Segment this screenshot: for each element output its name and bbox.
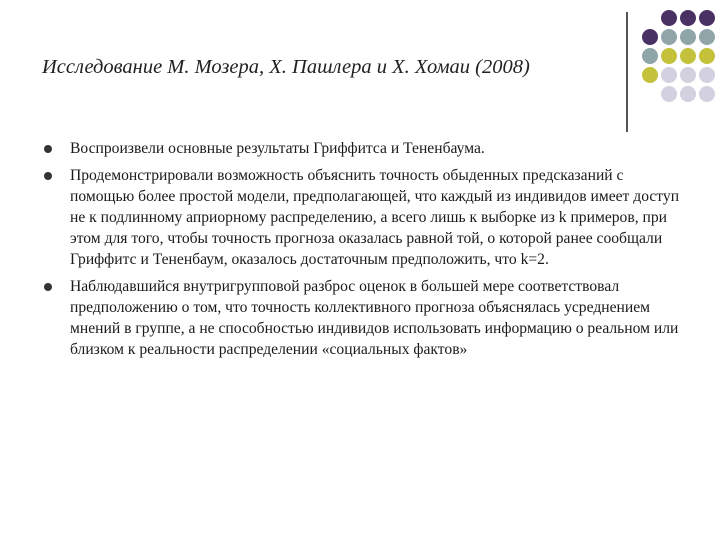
decorative-dot <box>661 10 677 26</box>
decorative-dot <box>699 67 715 83</box>
decorative-dot <box>699 29 715 45</box>
decorative-dot <box>699 48 715 64</box>
decorative-dot <box>642 67 658 83</box>
divider-line <box>626 12 628 132</box>
bullet-dot-icon <box>44 172 52 180</box>
bullet-item <box>42 276 682 360</box>
decorative-dot <box>699 10 715 26</box>
decorative-dot <box>642 29 658 45</box>
bullet-text: Воспроизвели основные результаты Гриффитса и Тененбаума. <box>70 140 485 157</box>
bullet-item <box>42 165 682 270</box>
decorative-dot <box>661 86 677 102</box>
slide-title: Исследование М. Мозера, Х. Пашлера и Х. Хомаи (2008) <box>42 56 530 78</box>
bullet-item <box>42 138 682 159</box>
bullet-list <box>42 138 682 366</box>
decorative-dot <box>642 48 658 64</box>
decorative-dot <box>661 48 677 64</box>
bullet-dot-icon <box>44 145 52 153</box>
bullet-text: Наблюдавшийся внутригрупповой разброс оценок в большей мере соответствовал предположению о том, что точность коллективного прогноза объяснялась усреднением мнений в группе, а не способностью индивидов использовать информацию о реальном или близком к реальности распределении «социальных фактов» <box>70 278 679 358</box>
decorative-dot <box>680 86 696 102</box>
decorative-dot <box>680 10 696 26</box>
bullet-text: Продемонстрировали возможность объяснить точность обыденных предсказаний с помощью более простой модели, предполагающей, что каждый из индивидов имеет доступ не к подлинному априорному распределению, а всего лишь к выборке из k примеров, при этом для того, чтобы точность прогноза оказалась равной той, о которой ранее сообщали Гриффитс и Тененбаум, оказалось достаточным предположить, что k=2. <box>70 167 680 268</box>
decorative-dot <box>680 48 696 64</box>
decorative-dot-grid <box>640 8 716 124</box>
decorative-dot <box>661 29 677 45</box>
decorative-dot <box>680 67 696 83</box>
decorative-dot <box>699 86 715 102</box>
bullet-dot-icon <box>44 283 52 291</box>
decorative-dot <box>680 29 696 45</box>
decorative-dot <box>661 67 677 83</box>
